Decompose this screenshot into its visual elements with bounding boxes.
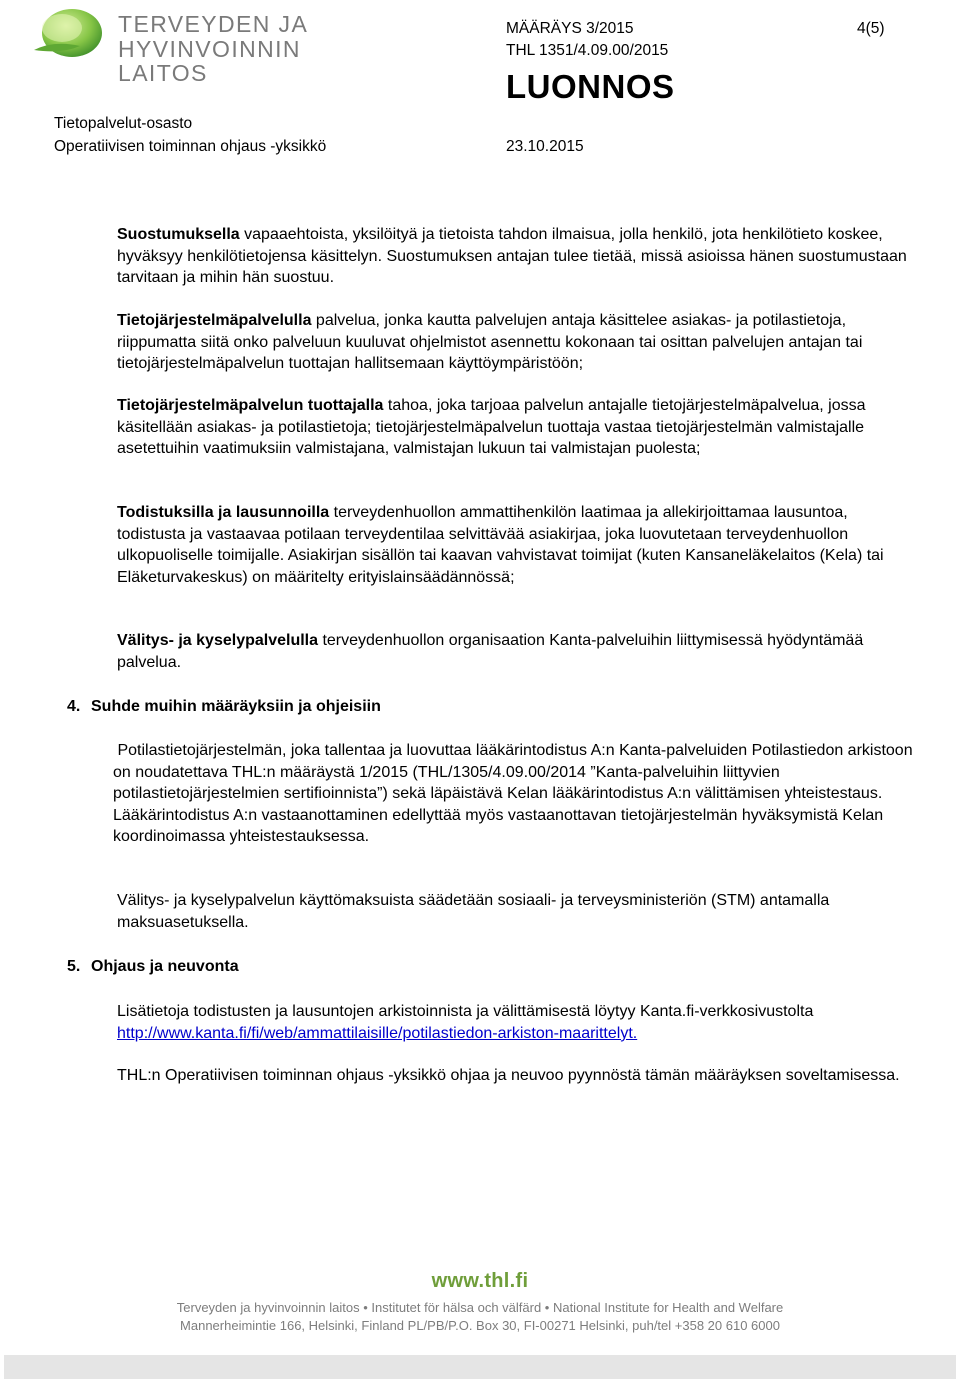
section-5-paragraph-2 (117, 1065, 917, 1087)
section-title: Ohjaus ja neuvonta (91, 958, 239, 975)
document-id: MÄÄRÄYS 3/2015 (506, 20, 634, 37)
paragraph-text: THL:n Operatiivisen toiminnan ohjaus -yksikkö ohjaa ja neuvoo pyynnöstä tämän määräyksen soveltamisessa. (117, 1067, 900, 1084)
kanta-link[interactable]: http://www.kanta.fi/fi/web/ammattilaisille/potilastiedon-arkiston-maarittelyt. (117, 1024, 638, 1042)
term: Tietojärjestelmäpalvelulla (117, 312, 312, 329)
definition-system-service (117, 310, 917, 375)
document-date: 23.10.2015 (506, 138, 584, 155)
term: Tietojärjestelmäpalvelun tuottajalla (117, 397, 384, 414)
footer-line-2: Mannerheimintie 166, Helsinki, Finland PL/PB/P.O. Box 30, FI-00271 Helsinki, puh/tel +358 20 610 6000 (180, 1318, 780, 1333)
unit: Operatiivisen toiminnan ohjaus -yksikkö (54, 138, 327, 155)
section-number: 4. (67, 698, 81, 715)
section-5-paragraph-1 (117, 1001, 817, 1044)
paragraph-text: Lisätietoja todistusten ja lausuntojen arkistoinnista ja välittämisestä löytyy Kanta.fi-verkkosivustolta (117, 1003, 814, 1020)
section-4-heading (67, 698, 381, 716)
footer-bar (4, 1355, 956, 1379)
reference-number: THL 1351/4.09.00/2015 (506, 42, 669, 59)
footer-web-address: www.thl.fi (431, 1270, 529, 1292)
thl-logo (28, 6, 378, 86)
term: Todistuksilla ja lausunnoilla (117, 504, 330, 521)
term: Suostumuksella (117, 226, 240, 243)
section-number: 5. (67, 958, 81, 975)
section-title: Suhde muihin määräyksiin ja ohjeisiin (91, 698, 381, 715)
footer-web (0, 1270, 960, 1293)
definition-certificates (117, 502, 917, 588)
definition-text: tahoa, joka tarjoaa palvelun antajalle tietojärjestelmäpalvelua, jossa käsitellään asiakas- ja potilastietoja; tietojärjestelmäpalvelun tuottaja vastaa tietojärjestelmän valmistajalle asetettuihin vaatimuksiin valmistajana, valmistajan lukuun tai valmistajan puolesta; (117, 397, 866, 458)
section-5-heading (67, 958, 239, 976)
leaf-icon (28, 6, 108, 64)
department: Tietopalvelut-osasto (54, 115, 193, 132)
paragraph-text: Välitys- ja kyselypalvelun käyttömaksuista säädetään sosiaali- ja terveysministeriön (STM) antamalla maksuasetuksella. (117, 892, 830, 931)
paragraph-text: Potilastietojärjestelmän, joka tallentaa ja luovuttaa lääkärintodistus A:n Kanta-palveluiden Potilastiedon arkistoon on noudatettava THL:n määräystä 1/2015 (THL/1305/4.09.00/2014 ”Kanta-palveluihin liittyvien potilastietojärjestelmien sertifioinnista”) sekä läpäistävä Kelan lääkärintodistus A:n välittämisen yhteistestaus. Lääkärintodistus A:n vastaanottaminen edellyttää myös vastaanottavan tietojärjestelmän hyväksymistä Kelan koordinoimassa yhteistestauksessa. (113, 742, 918, 846)
logo-line-1: TERVEYDEN JA (118, 11, 309, 37)
definition-text: palvelua, jonka kautta palvelujen antaja käsittelee asiakas- ja potilastietoja, riippumatta siitä onko palveluun kuuluvat ohjelmistot asennettu kokonaan tai osittan palvelujen antajan tai tietojärjestelmäpalvelun tuottajan hallitsemaan käyttöympäristöön; (117, 312, 863, 373)
definition-query-service (117, 630, 917, 673)
section-4-paragraph-1 (113, 740, 918, 848)
definition-service-provider (117, 395, 917, 460)
term: Välitys- ja kyselypalvelulla (117, 632, 319, 649)
page-number: 4(5) (857, 20, 885, 37)
footer-line-1: Terveyden ja hyvinvoinnin laitos • Institutet för hälsa och välfärd • National Institute for Health and Welfare (176, 1300, 784, 1315)
section-4-paragraph-2 (117, 890, 917, 933)
definition-text: vapaaehtoista, yksilöityä ja tietoista tahdon ilmaisua, jolla henkilö, jota henkilötieto koskee, hyväksyy henkilötietojensa käsittelyn. Suostumuksen antajan tulee tietää, missä asioissa hänen suostumustaan tarvitaan ja mihin hän suostuu. (117, 226, 907, 287)
definition-text: terveydenhuollon organisaation Kanta-palveluihin liittymisessä hyödyntämää palvelua. (117, 632, 864, 671)
logo-line-2: HYVINVOINNIN LAITOS (118, 36, 301, 86)
definition-consent (117, 224, 917, 289)
draft-status: LUONNOS (506, 68, 675, 105)
definition-text: terveydenhuollon ammattihenkilön laatimaa ja allekirjoittamaa lausuntoa, todistusta ja vastaavaa potilaan terveydentilaa selvittävää asiakirjaa, joka luovutetaan terveydenhuollon ulkopuoliselle toimijalle. Asiakirjan sisällön tai kaavan vahvistavat toimijat (kuten Kansaneläkelaitos (Kela) tai Eläketurvakeskus) on määritelty erityislainsäädännössä; (117, 504, 884, 586)
